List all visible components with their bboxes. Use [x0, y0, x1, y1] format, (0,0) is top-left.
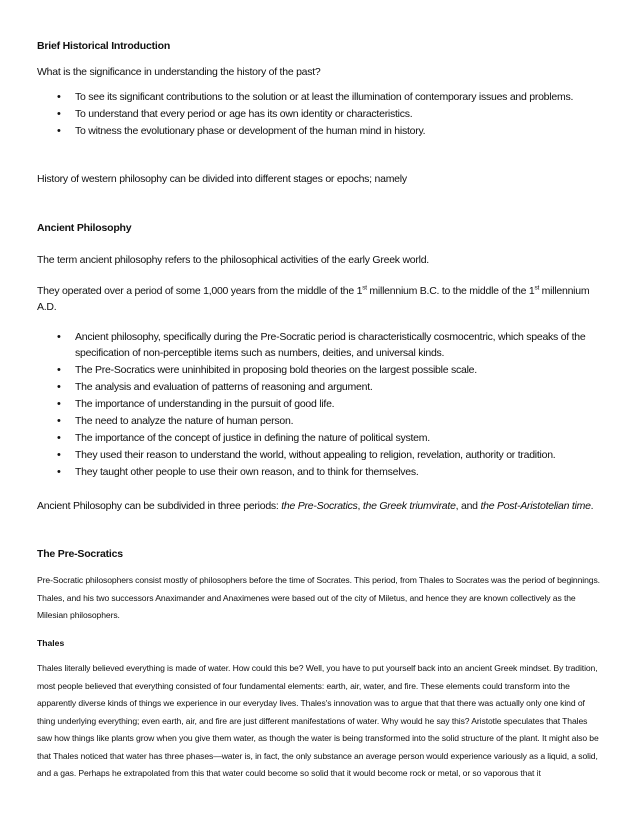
presocratics-paragraph: Pre-Socratic philosophers consist mostly of philosophers before the time of Socrates. This period, from Thales to Socrates was the period of beginnings. Thales, and his two successors Anaximander and Anaximenes were based out of the city of Miletus, and hence they are known collectively as the Milesian philosophers. [37, 575, 600, 620]
intro-division-text: History of western philosophy can be divided into different stages or epochs; namely [37, 173, 407, 185]
ancient-heading: Ancient Philosophy [37, 222, 132, 234]
list-item: • The importance of the concept of justice in defining the nature of political system. [37, 431, 603, 447]
thales-paragraph: Thales literally believed everything is made of water. How could this be? Well, you have to put yourself back into an ancient Greek mindset. By tradition, most people believed that everything consisted of four fundamental elements: earth, air, water, and fire. These elements could transform into the apparently diverse kinds of things we experience in our everyday lives. Thales's innovation was to argue that that there was actually only one kind of thing underlying everything; even earth, air, and fire are just different manifestations of water. Why would he say this? Aristotle speculates that Thales saw how things like plants grow when you give them water, as though the water is being transformed into the solid structure of the plant. It might also be that Thales noticed that water has three phases—water is, in fact, the only substance an average person would experience variously as a liquid, a solid, and a gas. Perhaps he extrapolated from this that water could become so solid that it would become rock or metal, or so vaporous that it [37, 663, 599, 778]
list-item: • To see its significant contributions to the solution or at least the illumination of contemporary issues and problems. [37, 90, 603, 106]
list-item: • They taught other people to use their own reason, and to think for themselves. [37, 465, 603, 481]
list-item: • To witness the evolutionary phase or development of the human mind in history. [37, 124, 603, 140]
presocratics-heading: The Pre-Socratics [37, 548, 123, 560]
list-item: • The analysis and evaluation of patterns of reasoning and argument. [37, 380, 603, 396]
list-item: • To understand that every period or age has its own identity or characteristics. [37, 107, 603, 123]
intro-question: What is the significance in understanding the history of the past? [37, 66, 321, 78]
list-item: • They used their reason to understand the world, without appealing to religion, revelation, authority or tradition. [37, 448, 603, 464]
list-item: • The need to analyze the nature of human person. [37, 414, 603, 430]
ancient-subdivision-text: Ancient Philosophy can be subdivided in three periods: the Pre-Socratics, the Greek triumvirate, and the Post-Aristotelian time. [37, 500, 594, 512]
ancient-bullet-list [37, 330, 603, 482]
list-item: • Ancient philosophy, specifically during the Pre-Socratic period is characteristically cosmocentric, which speaks of the specification of non-perceptible items such as numbers, deities, and universal kinds. [37, 330, 603, 361]
ancient-definition: The term ancient philosophy refers to the philosophical activities of the early Greek world. [37, 254, 429, 266]
thales-heading: Thales [37, 638, 65, 648]
list-item: • The Pre-Socratics were uninhibited in proposing bold theories on the largest possible scale. [37, 363, 603, 379]
intro-bullet-list [37, 90, 603, 141]
ancient-period-text: They operated over a period of some 1,000 years from the middle of the 1st millennium B.C. to the middle of the 1st millennium A.D. [37, 284, 590, 313]
list-item: • The importance of understanding in the pursuit of good life. [37, 397, 603, 413]
intro-heading: Brief Historical Introduction [37, 40, 171, 52]
